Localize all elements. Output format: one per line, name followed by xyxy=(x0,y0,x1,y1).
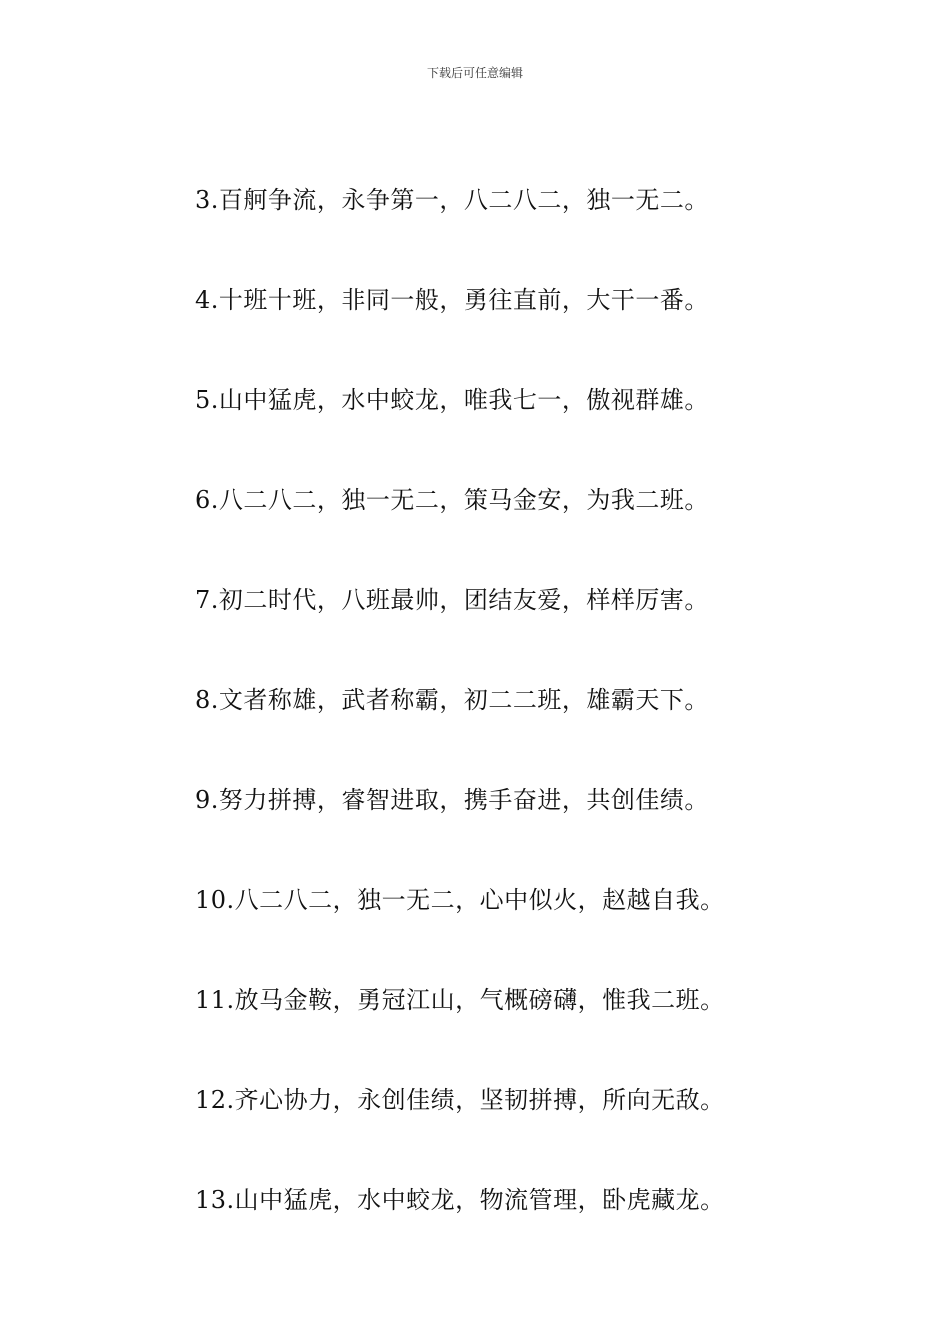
slogan-line: 10.八二八二，独一无二，心中似火，赵越自我。 xyxy=(195,886,725,914)
slogan-line: 13.山中猛虎，水中蛟龙，物流管理，卧虎藏龙。 xyxy=(195,1186,725,1214)
slogan-line: 8.文者称雄，武者称霸，初二二班，雄霸天下。 xyxy=(195,686,709,714)
slogan-line: 3.百舸争流，永争第一，八二八二，独一无二。 xyxy=(195,186,709,214)
slogan-line: 5.山中猛虎，水中蛟龙，唯我七一，傲视群雄。 xyxy=(195,386,709,414)
slogan-line: 9.努力拼搏，睿智进取，携手奋进，共创佳绩。 xyxy=(195,786,709,814)
slogan-line: 12.齐心协力，永创佳绩，坚韧拼搏，所向无敌。 xyxy=(195,1086,725,1114)
slogan-line: 7.初二时代，八班最帅，团结友爱，样样厉害。 xyxy=(195,586,709,614)
page-header: 下载后可任意编辑 xyxy=(426,66,523,80)
slogan-list xyxy=(195,183,725,1283)
slogan-line: 6.八二八二，独一无二，策马金安，为我二班。 xyxy=(195,486,709,514)
slogan-line: 11.放马金鞍，勇冠江山，气概磅礴，惟我二班。 xyxy=(195,986,725,1014)
slogan-line: 4.十班十班，非同一般，勇往直前，大干一番。 xyxy=(195,286,709,314)
